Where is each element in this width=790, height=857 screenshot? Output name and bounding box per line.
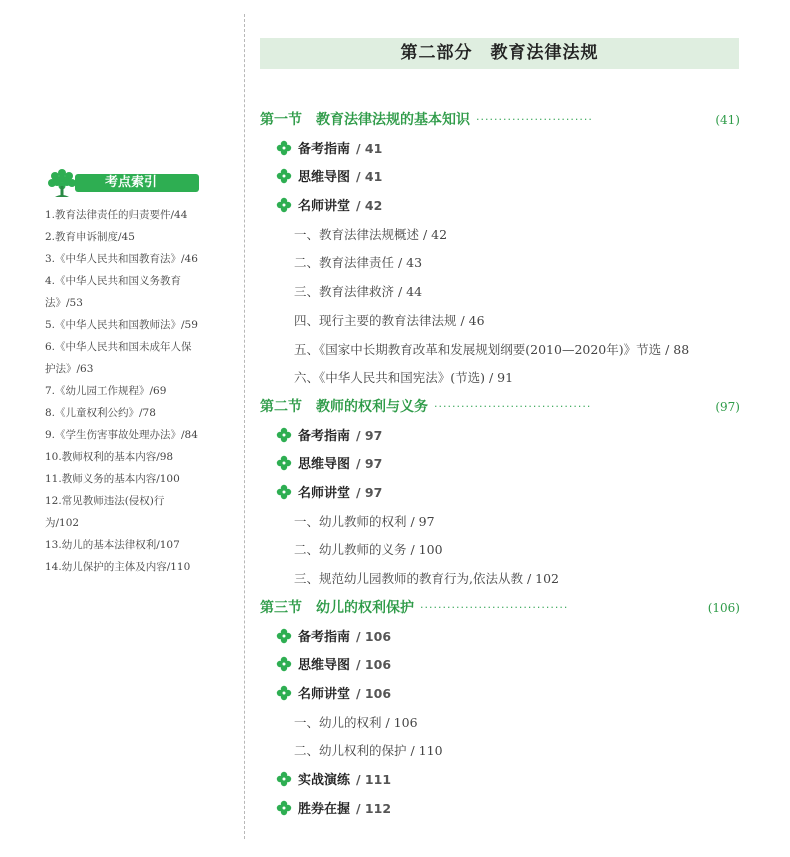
index-item: 14.幼儿保护的主体及内容/110 xyxy=(45,561,191,573)
index-list xyxy=(45,204,235,578)
toc-bullet-item xyxy=(260,797,756,821)
clover-icon xyxy=(276,455,292,471)
index-header xyxy=(45,168,235,198)
index-item: 9.《学生伤害事故处理办法》/84 xyxy=(45,429,198,441)
sub-item-text: 四、现行主要的教育法律法规 / 46 xyxy=(294,313,485,328)
sub-item-text: 三、教育法律救济 / 44 xyxy=(294,284,423,299)
clover-icon xyxy=(276,140,292,156)
index-item: 法》/53 xyxy=(45,297,83,309)
clover-icon xyxy=(276,168,292,184)
section-title: 第一节 教育法律法规的基本知识 xyxy=(260,112,470,128)
sub-item-text: 一、教育法律法规概述 / 42 xyxy=(294,227,448,242)
column-divider xyxy=(244,14,245,839)
bullet-page: / 112 xyxy=(356,801,392,816)
section-page: (41) xyxy=(715,113,740,127)
sub-item-text: 六、《中华人民共和国宪法》(节选) / 91 xyxy=(294,370,514,385)
index-item: 2.教育申诉制度/45 xyxy=(45,231,135,243)
section-heading xyxy=(260,596,740,620)
sub-item-text: 一、幼儿的权利 / 106 xyxy=(294,715,418,730)
bullet-page: / 106 xyxy=(356,657,392,672)
tree-icon xyxy=(45,166,79,200)
index-sidebar xyxy=(45,168,235,578)
clover-icon xyxy=(276,656,292,672)
leader-dots: ··································· xyxy=(434,400,592,413)
sub-item-text: 二、幼儿权利的保护 / 110 xyxy=(294,743,443,758)
index-item: 12.常见教师违法(侵权)行 xyxy=(45,495,165,507)
section-heading xyxy=(260,108,740,132)
toc-sub-item xyxy=(260,538,774,562)
clover-icon xyxy=(276,484,292,500)
bullet-label: 名师讲堂 xyxy=(298,199,351,214)
toc-bullet-item xyxy=(260,424,756,448)
section-page: (106) xyxy=(707,601,740,615)
index-item: 10.教师权利的基本内容/98 xyxy=(45,451,174,463)
bullet-page: / 41 xyxy=(356,141,383,156)
index-item: 13.幼儿的基本法律权利/107 xyxy=(45,539,180,551)
index-item: 8.《儿童权利公约》/78 xyxy=(45,407,156,419)
toc-sub-item xyxy=(260,366,774,390)
bullet-label: 胜券在握 xyxy=(298,802,351,817)
bullet-label: 思维导图 xyxy=(298,170,351,185)
toc-bullet-item xyxy=(260,768,756,792)
bullet-page: / 111 xyxy=(356,772,392,787)
index-item: 5.《中华人民共和国教师法》/59 xyxy=(45,319,198,331)
section-title: 第三节 幼儿的权利保护 xyxy=(260,600,414,616)
index-item: 4.《中华人民共和国义务教育 xyxy=(45,275,182,287)
toc-sub-item xyxy=(260,567,774,591)
bullet-label: 备考指南 xyxy=(298,142,351,157)
bullet-label: 备考指南 xyxy=(298,429,351,444)
toc-sub-item xyxy=(260,338,774,362)
bullet-label: 思维导图 xyxy=(298,658,351,673)
clover-icon xyxy=(276,800,292,816)
toc-bullet-item xyxy=(260,194,756,218)
clover-icon xyxy=(276,197,292,213)
bullet-page: / 97 xyxy=(356,485,383,500)
part-title: 第二部分 教育法律法规 xyxy=(260,38,739,69)
bullet-page: / 97 xyxy=(356,456,383,471)
leader-dots: ································· xyxy=(420,601,569,614)
toc-sub-item xyxy=(260,739,774,763)
toc-sub-item xyxy=(260,251,774,275)
toc-bullet-item xyxy=(260,682,756,706)
toc-bullet-item xyxy=(260,625,756,649)
toc-bullet-item xyxy=(260,452,756,476)
index-title: 考点索引 xyxy=(75,174,199,192)
toc-bullet-item xyxy=(260,137,756,161)
index-item: 11.教师义务的基本内容/100 xyxy=(45,473,180,485)
index-item: 1.教育法律责任的归责要件/44 xyxy=(45,209,188,221)
sub-item-text: 二、教育法律责任 / 43 xyxy=(294,255,423,270)
section-heading xyxy=(260,395,740,419)
toc-bullet-item xyxy=(260,165,756,189)
toc-bullet-item xyxy=(260,653,756,677)
bullet-label: 备考指南 xyxy=(298,630,351,645)
bullet-page: / 97 xyxy=(356,428,383,443)
clover-icon xyxy=(276,771,292,787)
bullet-label: 思维导图 xyxy=(298,457,351,472)
sub-item-text: 三、规范幼儿园教师的教育行为,依法从教 / 102 xyxy=(294,571,559,586)
toc-sub-item xyxy=(260,711,774,735)
index-item: 为/102 xyxy=(45,517,80,529)
bullet-page: / 41 xyxy=(356,169,383,184)
toc-sub-item xyxy=(260,309,774,333)
toc-sub-item xyxy=(260,510,774,534)
section-page: (97) xyxy=(715,400,740,414)
clover-icon xyxy=(276,685,292,701)
clover-icon xyxy=(276,427,292,443)
index-item: 6.《中华人民共和国未成年人保 xyxy=(45,341,192,353)
bullet-page: / 106 xyxy=(356,686,392,701)
sub-item-text: 五、《国家中长期教育改革和发展规划纲要(2010—2020年)》节选 / 88 xyxy=(294,342,690,357)
bullet-page: / 106 xyxy=(356,629,392,644)
index-item: 护法》/63 xyxy=(45,363,94,375)
index-item: 3.《中华人民共和国教育法》/46 xyxy=(45,253,198,265)
clover-icon xyxy=(276,628,292,644)
bullet-page: / 42 xyxy=(356,198,383,213)
bullet-label: 实战演练 xyxy=(298,773,351,788)
bullet-label: 名师讲堂 xyxy=(298,486,351,501)
index-item: 7.《幼儿园工作规程》/69 xyxy=(45,385,167,397)
toc-sub-item xyxy=(260,280,774,304)
sub-item-text: 二、幼儿教师的义务 / 100 xyxy=(294,542,443,557)
sub-item-text: 一、幼儿教师的权利 / 97 xyxy=(294,514,435,529)
leader-dots: ·························· xyxy=(476,113,593,126)
toc-bullet-item xyxy=(260,481,756,505)
bullet-label: 名师讲堂 xyxy=(298,687,351,702)
toc-sub-item xyxy=(260,223,774,247)
section-title: 第二节 教师的权利与义务 xyxy=(260,399,428,415)
